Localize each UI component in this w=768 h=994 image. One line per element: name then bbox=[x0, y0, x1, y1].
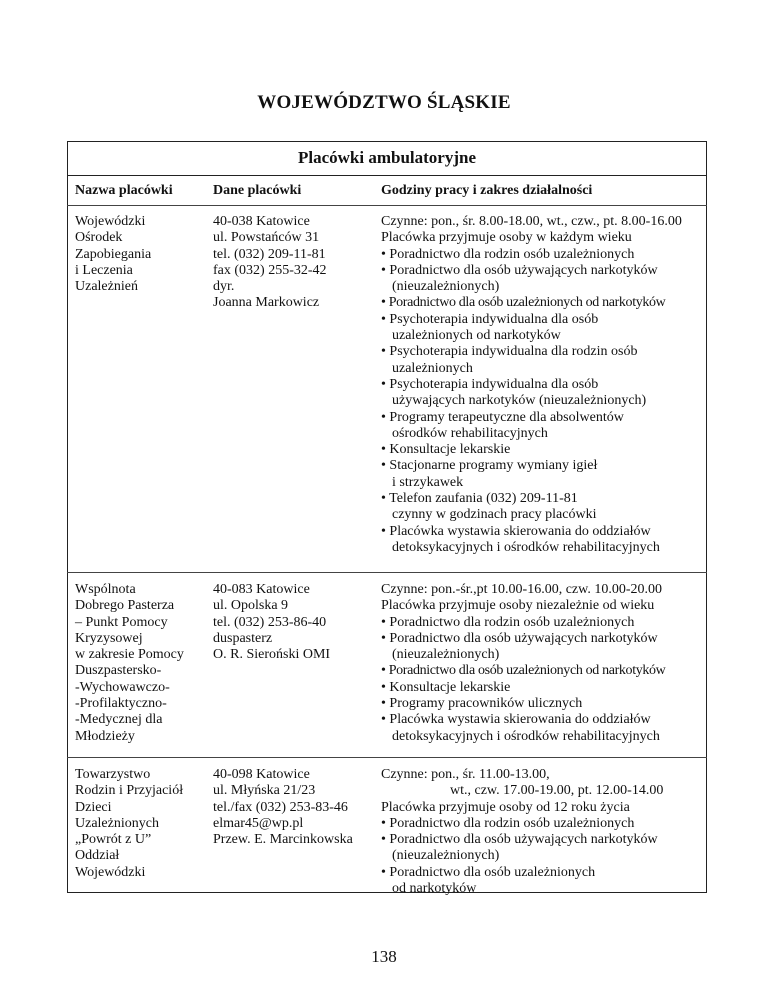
activity-line: wt., czw. 17.00-19.00, pt. 12.00-14.00 bbox=[450, 783, 664, 799]
activity-line: Czynne: pon., śr. 8.00-18.00, wt., czw., pt. 8.00-16.00 bbox=[381, 214, 682, 229]
cell-line: Kryzysowej bbox=[75, 630, 143, 646]
cell-line: 40-083 Katowice bbox=[213, 582, 310, 597]
facility-activities bbox=[381, 582, 665, 745]
activity-line: • Konsultacje lekarskie bbox=[381, 442, 511, 458]
cell-line: dyr. bbox=[213, 279, 235, 295]
activity-line: od narkotyków bbox=[392, 881, 477, 897]
activity-line: Placówka przyjmuje osoby od 12 roku życia bbox=[381, 799, 630, 815]
cell-line: 40-098 Katowice bbox=[213, 767, 310, 782]
activity-line: • Programy pracowników ulicznych bbox=[381, 696, 583, 712]
cell-line: – Punkt Pomocy bbox=[75, 614, 168, 630]
activity-line: • Psychoterapia indywidualna dla osób bbox=[381, 311, 599, 327]
cell-line: Młodzieży bbox=[75, 728, 135, 744]
cell-line: Uzależnień bbox=[75, 279, 138, 295]
activity-line: • Poradnictwo dla osób uzależnionych bbox=[381, 864, 596, 880]
facility-details bbox=[213, 582, 330, 663]
activity-line: Czynne: pon.-śr.,pt 10.00-16.00, czw. 10.00-20.00 bbox=[381, 582, 662, 597]
row-divider bbox=[67, 757, 707, 758]
cell-line: ul. Powstańców 31 bbox=[213, 230, 320, 246]
cell-line: tel. (032) 209-11-81 bbox=[213, 246, 326, 262]
cell-line: Wspólnota bbox=[75, 582, 136, 597]
cell-line: tel. (032) 253-86-40 bbox=[213, 614, 327, 630]
header-divider bbox=[67, 205, 707, 206]
cell-line: Uzależnionych bbox=[75, 815, 159, 831]
column-header-name: Nazwa placówki bbox=[75, 183, 173, 198]
page-number: 138 bbox=[371, 947, 397, 966]
cell-line: Oddział bbox=[75, 848, 120, 864]
cell-line: Wojewódzki bbox=[75, 864, 146, 880]
activity-line: czynny w godzinach pracy placówki bbox=[392, 507, 597, 523]
activity-line: detoksykacyjnych i ośrodków rehabilitacyjnych bbox=[392, 539, 660, 555]
cell-line: duspasterz bbox=[213, 630, 273, 646]
activity-line: • Poradnictwo dla osób uzależnionych od narkotyków bbox=[381, 295, 666, 311]
activity-line: • Poradnictwo dla osób używających narkotyków bbox=[381, 832, 658, 848]
cell-line: 40-038 Katowice bbox=[213, 214, 310, 229]
cell-line: Duszpastersko- bbox=[75, 663, 162, 679]
cell-line: O. R. Sieroński OMI bbox=[213, 647, 331, 663]
activity-line: • Psychoterapia indywidualna dla osób bbox=[381, 376, 599, 392]
activity-line: i strzykawek bbox=[392, 474, 464, 490]
activity-line: (nieuzależnionych) bbox=[392, 848, 500, 864]
activity-line: • Placówka wystawia skierowania do oddziałów bbox=[381, 523, 651, 539]
activity-line: • Stacjonarne programy wymiany igieł bbox=[381, 458, 598, 474]
cell-line: Wojewódzki bbox=[75, 214, 146, 229]
cell-line: ul. Młyńska 21/23 bbox=[213, 783, 316, 799]
cell-line: Ośrodek bbox=[75, 230, 123, 246]
activity-line: • Poradnictwo dla osób używających narkotyków bbox=[381, 262, 658, 278]
activity-line: (nieuzależnionych) bbox=[392, 647, 500, 663]
activity-line: uzależnionych bbox=[392, 360, 473, 376]
cell-line: Towarzystwo bbox=[75, 767, 151, 782]
facility-name bbox=[75, 214, 151, 295]
activity-line: • Psychoterapia indywidualna dla rodzin osób bbox=[381, 344, 638, 360]
activity-line: ośrodków rehabilitacyjnych bbox=[392, 425, 548, 441]
facility-details bbox=[213, 767, 353, 848]
cell-line: elmar45@wp.pl bbox=[213, 815, 304, 831]
facility-name bbox=[75, 767, 183, 881]
facility-name bbox=[75, 582, 184, 745]
section-title: Placówki ambulatoryjne bbox=[297, 148, 477, 167]
activity-line: • Poradnictwo dla rodzin osób uzależnionych bbox=[381, 246, 635, 262]
cell-line: -Medycznej dla bbox=[75, 712, 163, 728]
cell-line: Zapobiegania bbox=[75, 246, 152, 262]
activity-line: Czynne: pon., śr. 11.00-13.00, bbox=[381, 767, 550, 782]
cell-line: „Powrót z U” bbox=[75, 832, 152, 848]
activity-line: • Poradnictwo dla rodzin osób uzależnionych bbox=[381, 815, 635, 831]
activity-line: • Poradnictwo dla rodzin osób uzależnionych bbox=[381, 614, 635, 630]
cell-line: Rodzin i Przyjaciół bbox=[75, 783, 184, 799]
activity-line: • Placówka wystawia skierowania do oddziałów bbox=[381, 712, 651, 728]
cell-line: Przew. E. Marcinkowska bbox=[213, 832, 353, 848]
facility-activities bbox=[381, 767, 663, 897]
cell-line: fax (032) 255-32-42 bbox=[213, 262, 327, 278]
cell-line: Dobrego Pasterza bbox=[75, 598, 175, 614]
activity-line: używających narkotyków (nieuzależnionych) bbox=[392, 393, 647, 409]
cell-line: -Wychowawczo- bbox=[75, 679, 170, 695]
page-title: WOJEWÓDZTWO ŚLĄSKIE bbox=[257, 92, 511, 113]
row-divider bbox=[67, 572, 707, 573]
activity-line: uzależnionych od narkotyków bbox=[392, 328, 561, 344]
activity-line: • Poradnictwo dla osób używających narkotyków bbox=[381, 630, 658, 646]
column-header-activities: Godziny pracy i zakres działalności bbox=[381, 183, 593, 198]
cell-line: w zakresie Pomocy bbox=[75, 647, 184, 663]
activity-line: detoksykacyjnych i ośrodków rehabilitacyjnych bbox=[392, 728, 660, 744]
activity-line: Placówka przyjmuje osoby niezależnie od wieku bbox=[381, 598, 655, 614]
cell-line: i Leczenia bbox=[75, 262, 133, 278]
column-header-details: Dane placówki bbox=[213, 183, 302, 198]
facility-details bbox=[213, 214, 327, 312]
activity-line: • Konsultacje lekarskie bbox=[381, 679, 511, 695]
activity-line: (nieuzależnionych) bbox=[392, 279, 500, 295]
cell-line: Joanna Markowicz bbox=[213, 295, 320, 311]
cell-line: ul. Opolska 9 bbox=[213, 598, 289, 614]
activity-line: • Poradnictwo dla osób uzależnionych od narkotyków bbox=[381, 663, 666, 679]
cell-line: -Profilaktyczno- bbox=[75, 696, 167, 712]
cell-line: Dzieci bbox=[75, 799, 112, 815]
cell-line: tel./fax (032) 253-83-46 bbox=[213, 799, 348, 815]
facility-activities bbox=[381, 214, 682, 556]
activity-line: • Telefon zaufania (032) 209-11-81 bbox=[381, 491, 578, 507]
activity-line: • Programy terapeutyczne dla absolwentów bbox=[381, 409, 624, 425]
activity-line: Placówka przyjmuje osoby w każdym wieku bbox=[381, 230, 632, 246]
